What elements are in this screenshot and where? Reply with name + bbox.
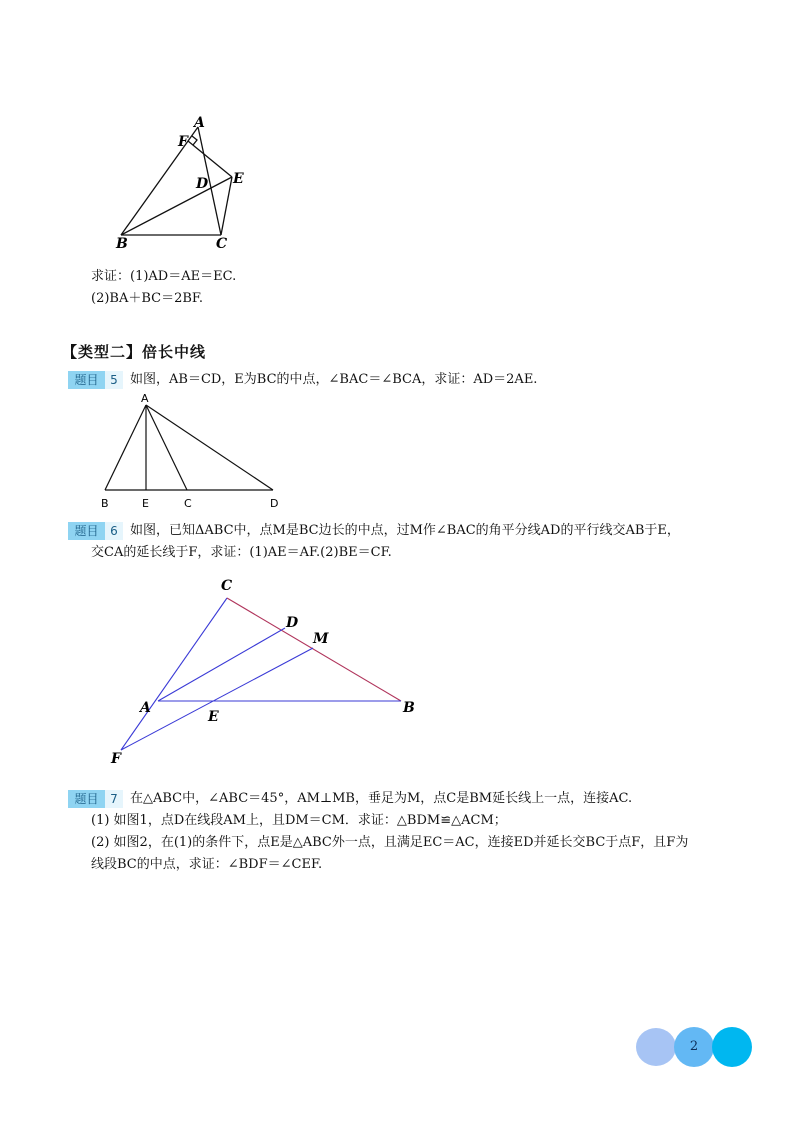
problem5-text: 如图，AB＝CD，E为BC的中点，∠BAC＝∠BCA，求证：AD＝2AE. <box>130 372 538 387</box>
problem4-prove-line1: 求证：(1)AD＝AE＝EC. <box>91 269 237 284</box>
label-E: E <box>208 709 219 725</box>
problem7-part2-line1: (2) 如图2，在(1)的条件下，点E是△ABC外一点，且满足EC＝AC，连接ED并延长交BC于点F，且F为 <box>91 835 689 850</box>
badge-number: 5 <box>105 371 123 389</box>
problem6-figure <box>100 570 430 770</box>
label-A: A <box>140 700 151 716</box>
label-M: M <box>313 631 329 647</box>
problem5-badge <box>68 371 124 389</box>
problem7-intro: 在△ABC中，∠ABC＝45°，AM⊥MB，垂足为M，点C是BM延长线上一点，连接AC. <box>130 791 633 806</box>
label-C: C <box>216 236 228 252</box>
label-A: A <box>194 115 205 131</box>
label-D: D <box>270 497 279 510</box>
problem6-text-line1: 如图，已知ΔABC中，点M是BC边长的中点，过M作∠BAC的角平分线AD的平行线交AB于E， <box>130 523 680 538</box>
label-A: A <box>141 392 149 405</box>
label-D: D <box>196 176 209 192</box>
badge-number: 7 <box>105 790 123 808</box>
label-B: B <box>403 700 415 716</box>
segment-FE <box>188 141 232 177</box>
badge-label: 题目 <box>68 522 105 540</box>
label-F: F <box>111 751 121 767</box>
segment-FM <box>121 648 313 750</box>
problem4-figure <box>100 110 270 255</box>
problem6-text-line2: 交CA的延长线于F，求证：(1)AE＝AF.(2)BE＝CF. <box>91 545 392 560</box>
label-E: E <box>233 171 244 187</box>
label-D: D <box>286 615 299 631</box>
problem7-part1: (1) 如图1，点D在线段AM上，且DM＝CM．求证：△BDM≌△ACM； <box>91 813 507 828</box>
page-circle-right <box>712 1027 752 1067</box>
label-B: B <box>101 497 109 510</box>
page-indicator <box>636 1027 752 1067</box>
segment-CB <box>227 598 401 701</box>
badge-number: 6 <box>105 522 123 540</box>
badge-label: 题目 <box>68 790 105 808</box>
problem7-badge <box>68 790 124 808</box>
segment-EC <box>221 177 232 235</box>
segment-FC <box>121 598 227 750</box>
label-B: B <box>116 236 128 252</box>
badge-label: 题目 <box>68 371 105 389</box>
segment-AB <box>105 405 146 490</box>
problem4-prove-line2: (2)BA＋BC＝2BF. <box>91 291 204 306</box>
segment-AD <box>158 628 285 701</box>
page-circle-left <box>636 1028 676 1066</box>
label-E: E <box>142 497 149 510</box>
problem6-badge <box>68 522 124 540</box>
problem7-part2-line2: 线段BC的中点，求证：∠BDF＝∠CEF. <box>91 857 323 872</box>
label-C: C <box>221 578 233 594</box>
page-number: 2 <box>689 1039 699 1054</box>
segment-AD <box>146 405 273 490</box>
problem5-figure <box>95 390 295 515</box>
right-angle-mark <box>192 136 197 145</box>
segment-AC <box>146 405 187 490</box>
label-F: F <box>178 134 188 150</box>
label-C: C <box>184 497 192 510</box>
section-heading: 【类型二】倍长中线 <box>62 343 207 361</box>
